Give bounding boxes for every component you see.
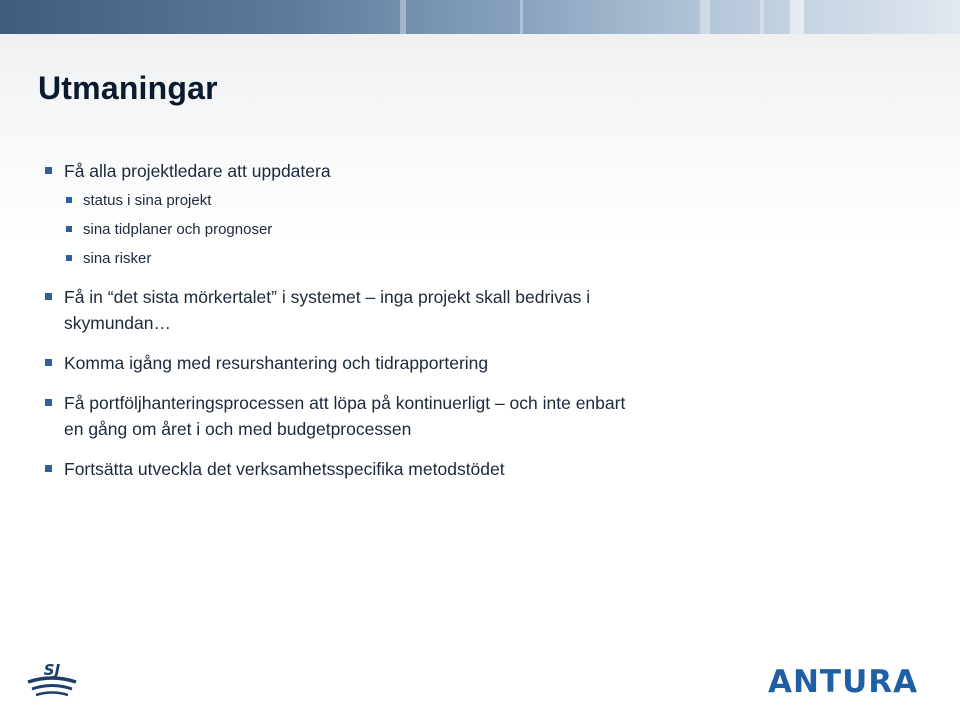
sj-logo bbox=[24, 660, 80, 705]
bullet-text-continued: en gång om året i och med budgetprocessen bbox=[64, 419, 412, 439]
banner-streak bbox=[400, 0, 406, 34]
bullet-item bbox=[44, 284, 744, 336]
sub-bullet-item bbox=[44, 244, 744, 273]
sj-logo-text: SJ bbox=[43, 661, 61, 679]
top-banner bbox=[0, 0, 960, 34]
banner-streak bbox=[700, 0, 710, 34]
bullet-text: Fortsätta utveckla det verksamhetsspecifika metodstödet bbox=[64, 459, 505, 479]
sub-bullet-text: sina tidplaner och prognoser bbox=[83, 221, 273, 238]
bullet-text: Få in “det sista mörkertalet” i systemet – inga projekt skall bedrivas i bbox=[64, 287, 591, 307]
bullet-list bbox=[44, 158, 744, 482]
bullet-item bbox=[44, 350, 744, 376]
square-bullet-icon bbox=[66, 197, 72, 203]
antura-logo: ANTURA bbox=[768, 664, 919, 700]
square-bullet-icon bbox=[45, 465, 52, 472]
square-bullet-icon bbox=[45, 399, 52, 406]
square-bullet-icon bbox=[66, 226, 72, 232]
bullet-text: Få portföljhanteringsprocessen att löpa på kontinuerligt – och inte enbart bbox=[64, 393, 626, 413]
bullet-text-continued: skymundan… bbox=[64, 313, 171, 333]
square-bullet-icon bbox=[45, 293, 52, 300]
square-bullet-icon bbox=[45, 167, 52, 174]
banner-streak bbox=[520, 0, 523, 34]
bullet-item bbox=[44, 158, 744, 184]
slide-title: Utmaningar bbox=[38, 70, 218, 106]
banner-streak bbox=[790, 0, 804, 34]
square-bullet-icon bbox=[66, 255, 72, 261]
banner-streak bbox=[760, 0, 764, 34]
sj-logo-icon bbox=[24, 660, 80, 700]
bullet-text: Komma igång med resurshantering och tidrapportering bbox=[64, 353, 489, 373]
bullet-item bbox=[44, 456, 744, 482]
sub-bullet-text: status i sina projekt bbox=[83, 192, 212, 209]
bullet-text: Få alla projektledare att uppdatera bbox=[64, 161, 331, 181]
bullet-item bbox=[44, 390, 744, 442]
square-bullet-icon bbox=[45, 359, 52, 366]
sub-bullet-item bbox=[44, 186, 744, 215]
sub-bullet-text: sina risker bbox=[83, 250, 152, 267]
sub-bullet-item bbox=[44, 215, 744, 244]
